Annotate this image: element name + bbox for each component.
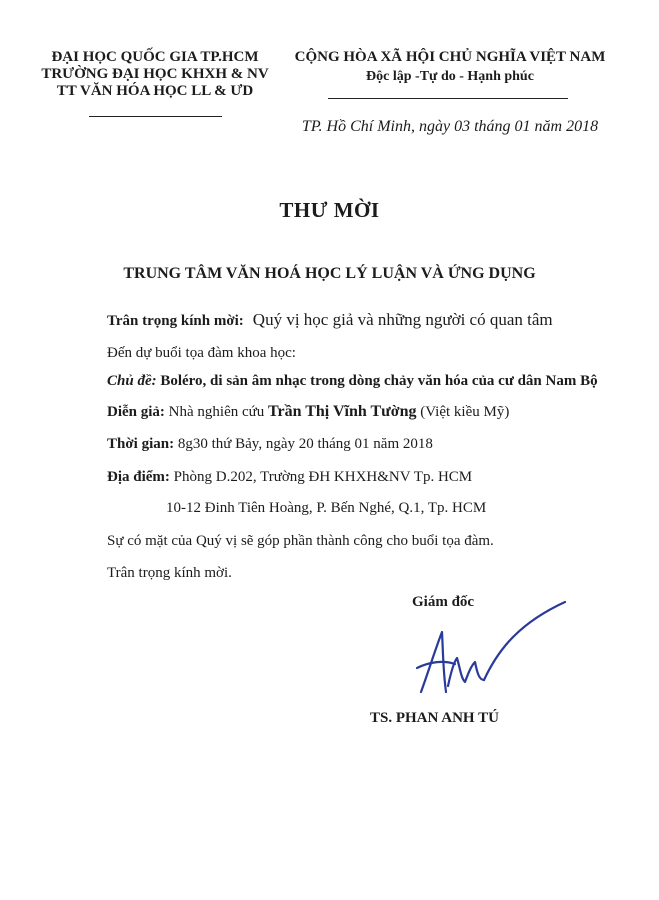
speaker-suffix: (Việt kiều Mỹ) [420, 404, 510, 420]
left-header-divider [89, 116, 222, 117]
faculty-name: TRƯỜNG ĐẠI HỌC KHXH & NV [41, 66, 269, 82]
closing-sentence: Sự có mặt của Quý vị sẽ góp phần thành công cho buổi tọa đàm. [107, 533, 494, 549]
topic-label: Chủ đề: [107, 373, 157, 389]
speaker-prefix: Nhà nghiên cứu [168, 404, 265, 420]
invite-value: Quý vị học giả và những người có quan tâm [252, 310, 553, 329]
location-line1: Phòng D.202, Trường ĐH KHXH&NV Tp. HCM [173, 469, 473, 485]
location-label: Địa điểm: [107, 469, 170, 485]
document-title: THƯ MỜI [279, 198, 380, 222]
location-line2: 10-12 Đinh Tiên Hoàng, P. Bến Nghé, Q.1, Tp. HCM [166, 500, 487, 516]
signer-role: Giám đốc [412, 594, 475, 610]
invite-line [107, 310, 553, 330]
closing-regards: Trân trọng kính mời. [107, 565, 232, 581]
topic-line [107, 373, 598, 390]
signer-name: TS. PHAN ANH TÚ [370, 710, 499, 726]
time-line [107, 436, 433, 453]
national-motto: Độc lập -Tự do - Hạnh phúc [366, 69, 534, 84]
speaker-name: Trần Thị Vĩnh Tường [268, 403, 417, 420]
time-label: Thời gian: [107, 436, 175, 452]
topic-value: Boléro, di sản âm nhạc trong dòng chảy văn hóa của cư dân Nam Bộ [160, 373, 598, 389]
attend-line: Đến dự buổi tọa đàm khoa học: [107, 345, 296, 361]
organizer-name: TRUNG TÂM VĂN HOÁ HỌC LÝ LUẬN VÀ ỨNG DỤNG [123, 265, 536, 282]
university-name: ĐẠI HỌC QUỐC GIA TP.HCM [51, 49, 259, 65]
invite-label: Trân trọng kính mời: [107, 313, 244, 329]
right-header-divider [328, 98, 568, 99]
handwritten-signature-icon [405, 592, 570, 707]
date-line: TP. Hồ Chí Minh, ngày 03 tháng 01 năm 2018 [301, 118, 599, 135]
country-name: CỘNG HÒA XÃ HỘI CHỦ NGHĨA VIỆT NAM [294, 49, 606, 65]
speaker-line [107, 403, 509, 421]
time-value: 8g30 thứ Bảy, ngày 20 tháng 01 năm 2018 [177, 436, 433, 452]
location-line [107, 469, 472, 486]
center-name: TT VĂN HÓA HỌC LL & ƯD [56, 83, 254, 99]
speaker-label: Diễn giả: [107, 404, 165, 420]
